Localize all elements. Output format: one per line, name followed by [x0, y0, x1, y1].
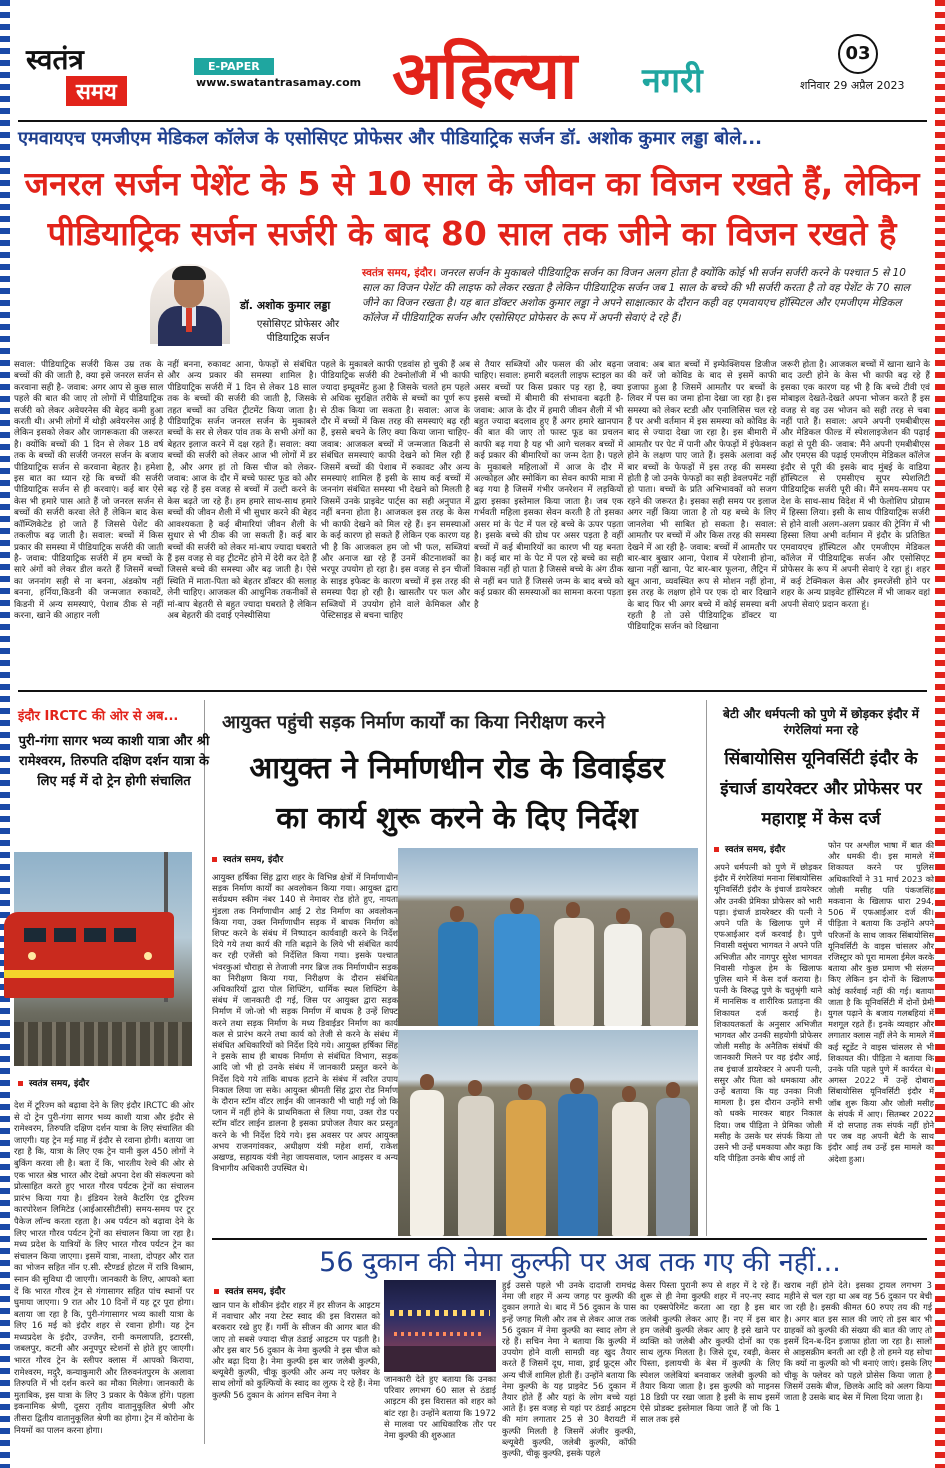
irctc-dateline: स्वतंत्र समय, इंदौर	[18, 1076, 89, 1089]
inspection-photo-1	[398, 848, 698, 1026]
kulfi-rule	[212, 1238, 927, 1240]
lead-column: जरूरी होता है। आजकल बच्चों में खाना खाने के बाद उल्टी होने के केस भी काफी बढ़ रहे हैं इसका एक कारण यह भी है कि बच्चे टीवी एवं मोबाइल देखते-देखते अपना भोजन करते हैं इस वजह से वह उस भोजन को सही तरह से चबा नहीं पाते हैं। सवाल: अपने अपनी एमबीबीएस और मेडिकल फील्ड में स्पेशलाइजेशन की पढ़ाई कहां से पूरी की- जवाब: मैंने अपनी एमबीबीएस और एमएस की पढ़ाई एमजीएम मेडिकल कॉलेज इंदौर से पूरी की इसके बाद मुंबई के वाडिया हॉस्पिटल से एमसीएच सुपर स्पेशलिटी पीडियाट्रिक सर्जरी पूरी की। मैंने समय-समय पर देश के साथ-साथ विदेश में भी फेलोशिप प्रोग्राम में हिस्सा लिया। इसी के साथ पीडियाट्रिक सर्जरी से होने वाली अलग-अलग प्रकार की ट्रेनिंग में भी हिस्सा लिया अभी वर्तमान में इंदौर के प्रतिष्ठित एमवायएच हॉस्पिटल और एमजीएम मेडिकल कॉलेज में पीडियाट्रिक सर्जन और एसोसिएट प्रोफेसर के रूप में अपनी सेवाएं दे रहा हूं। शहर में कई टेक्निकल केस और इमरजेंसी होने पर शहर के अन्य प्राइवेट हॉस्पिटल में भी जाकर वहां अपनी सेवाएं प्रदान करता हूं।	[780, 360, 930, 610]
lead-column: पहले के मुकाबले काफी एडवांस हो चुकी हैं अब पीडियाट्रिक सर्जरी की टेक्नोलॉजी में भी काफी ज्यादा इम्प्रूवमेंट हुआ है जिसके चलते हम पहले से अधिक सुरक्षित तरीके से बच्चों का पूर्ण रूप से ठीक किया जा सकता है। सवाल: आज के दौर में बच्चों में किस तरह की समस्याएं बढ़ रही हैं, इससे बचने के लिए क्या किया जाना चाहिए- जवाब: आजकल बच्चों में जन्मजात किडनी से संबंधित समस्याएं काफी देखने को मिल रही हैं जिसमें बच्चों की पेशाब में रुकावट और अन्य समस्याएं शामिल हैं इसी के साथ कई बच्चों में जननांग संबंधित समस्या भी देखने को मिलती है जिसमें उनके प्राइवेट पार्ट्स का सही अनुपात में नहीं बनना होता है। आजकल इस तरह के केस भी काफी देखने को मिल रहे हैं। इन समस्याओं के कई कारण हो सकते हैं लेकिन एक कारण यह भी है कि आजकल हम जो भी फल, सब्जियां और अनाज खा रहे हैं उनमें कीटनाशकों का भरपूर उपयोग हो रहा है। इस वजह से इन चीजों के साइड इफेक्ट के कारण बच्चों में इस तरह की समस्या पैदा हो रही है। खासतौर पर फल और सब्जियों में उपयोग होने वाले केमिकल और पेस्टिसाइड से बचना चाहिए	[320, 360, 470, 621]
edition-subtitle: नगरी	[642, 61, 703, 101]
lead-body-columns	[14, 360, 930, 682]
logo-top-text: स्वतंत्र	[26, 43, 84, 76]
issue-date: शनिवार 29 अप्रैल 2023	[800, 79, 905, 92]
lead-intro-dateline: स्वतंत्र समय, इंदौर।	[362, 267, 437, 279]
lead-headline-line-2[interactable]: पीडियाट्रिक सर्जन सर्जरी के बाद 80 साल तक जीने का विजन रखते है	[47, 214, 897, 253]
kulfi-body-column-4: केसर पिस्ता पुरानी रूप से शहर में दे रहे हैं। शुरू से ही नेमा कुल्फी शहर में नए-नए स्वाद का एक्सपेरिमेंट करता आ रहा है इस बार जलेबी कुल्फी लेकर आए हैं। नए में इस बार हम जलेबी कुल्फी लेकर आए है इसे खाने पर व्यक्ति को जलेबी और कुल्फी दोनों का एक साथ लुत्फ मिलता है। जिसे दूध, रबड़ी, केसर पिस्ता, इलायची के बेस में कुल्फी के लिए स्पेशल जलेबियां बनवाकर जलेबी कुल्फी को तैयार किया जाता है। इस कुल्फी को माइनस 18 डिग्री पर रखा जाता है इसी के साथ इसमें ऐसे प्रोडक्ट इस्तेमाल किया जाते हैं जो कि 1 साल तक इसे	[640, 1280, 780, 1425]
lead-column: जवाब: अब बात बच्चों में इम्फेक्शियस डिजीज की करें जो कोविड के बाद से इसमें काफी इजाफा हुआ है जिसमें आमतौर पर बच्चों के लिवर में पस का जमा होना देखा जा रहा है। इस समस्या को लेकर स्टडी और एनालिसिस चल रहे हैं पर अभी वर्तमान में इस समस्या को कोविड के बाद से ज्यादा देखा जा रहा है। इस बीमारी में आमतौर पर पेट में पानी और फेफड़ों में इंफेक्शन होने के लक्षण पाए जाते हैं। इसके अलावा कई बार बच्चों के फेफड़ों में इस तरह की समस्या होती है जो उनके फेफड़ों का सही डेवलपमेंट नहीं हो पाता। बच्चों के प्रति अभिभावकों को सजग रहने की जरूरत है। इसका सही समय पर इलाज अगर नहीं किया जाता है तो यह बच्चे के लिए जानलेवा भी साबित हो सकता है। सवाल: आमतौर पर बच्चों में और किस तरह की समस्या देखने में आ रही है- जवाब: बच्चों में आमतौर पर बार-बार बुखार आना, पेशाब में परेशानी होना, खाना नहीं खाना, पेट बार-बार फूलना, लैट्रिन में खून आना, व्यवस्थित रूप से मोशन नहीं होना, इस तरह के लक्षण होने पर एक दो बार दिखाने के बाद फिर भी अगर बच्चे में कोई समस्या बनी रहती है तो उसे पीडियाट्रिक डॉक्टर या पीडियाट्रिक सर्जन को दिखाना	[627, 360, 777, 633]
inspection-photo-2	[398, 1030, 698, 1236]
inspection-headline-line-2: का कार्य शुरू करने के दिए निर्देश	[276, 801, 638, 836]
inspection-headline-line-1: आयुक्त ने निर्माणधीन रोड के डिवाईडर	[249, 751, 665, 786]
case-body-column-2: फोन पर अश्लील भाषा में बात की और धमकी दी। इस मामले में शिकायत करने पर पुलिस अधिकारियों ने 31 मार्च 2023 को जोली मसीह पति पंकजसिंह मकवाना के खिलाफ धारा 294, 506 में एफआईआर दर्ज की। पीड़िता ने बताया कि उन्होंने अपने परिजनों के साथ जाकर सिंबायोसिस यूनिवर्सिटी के वाइस चांसलर और रजिस्ट्रार को पूरा मामला ईमेल करके बताया और कुछ प्रमाण भी संलग्न किए लेकिन इन दोनों के खिलाफ कोई कार्रवाई नहीं की गई। बताया जाता है कि यूनिवर्सिटी में दोनों प्रेमी युगल पढ़ाने के बजाय गलबहियां में मशगूल रहते हैं। इनके व्यवहार और लगातार क्लास नहीं लेने के मामले में कई स्टूडेंट ने वाइस चांसलर से भी शिकायत की। पीड़िता ने बताया कि उनके पति पहले पुणे में कार्यरत थे। अगस्त 2022 में उन्हें दोबारा सिंबायोसिस यूनिवर्सिटी इंदौर में जॉब शुरू किया और जोली मसीह के संपर्क में आए। सितम्बर 2022 में दो सप्ताह तक संपर्क नहीं होने पर जब वह अपनी बेटी के साथ इंदौर आई तब उन्हें इस मामले का अंदेशा हुआ।	[828, 840, 934, 1164]
case-kicker: बेटी और धर्मपत्नी को पुणे में छोड़कर इंदौर में रंगरेलियां मना रहे	[723, 707, 919, 737]
lead-kicker: एमवायएच एमजीएम मेडिकल कॉलेज के एसोसिएट प्रोफेसर और पीडियाट्रिक सर्जन डॉ. अशोक कुमार लड्डा बोले...	[18, 128, 762, 149]
lead-intro-text: जनरल सर्जन के मुकाबले पीडियाट्रिक सर्जन का विजन अलग होता है क्योंकि कोई भी सर्जन सर्जरी करने के पश्चात 5 से 10 साल का विजन पेशेंट की लाइफ को लेकर रखता है लेकिन पीडियाट्रिक सर्जन जब 1 साल के बच्चे की भी सर्जरी करता है तो वह पेशेंट के 70 साल जीने का विजन रखता है। यह बात डॉक्टर अशोक कुमार लड्डा ने अपने साक्षात्कार के दौरान कही वह एमवायएच हॉस्पिटल और एमजीएम मेडिकल कॉलेज में पीडियाट्रिक सर्जन और एसोसिएट प्रोफेसर के रूप में अपनी सेवाएं दे रहे हैं।	[362, 267, 910, 324]
irctc-kicker: इंदौर IRCTC की ओर से अब...	[18, 709, 179, 724]
doctor-portrait-photo	[150, 264, 230, 344]
doctor-name: डॉ. अशोक कुमार लड्डा	[240, 299, 331, 312]
masthead-rule	[18, 120, 927, 122]
train-photo	[14, 852, 192, 1066]
edition-title: अहिल्या	[392, 36, 577, 114]
page-number: 03	[838, 34, 878, 74]
doctor-designation: एसोसिएट प्रोफेसर और पीडियाट्रिक सर्जन	[256, 319, 340, 344]
inspection-dateline: स्वतंत्र समय, इंदौर	[212, 852, 283, 865]
swatantra-samay-logo	[26, 40, 166, 104]
kulfi-headline[interactable]: 56 दुकान की नेमा कुल्फी पर अब तक गए की नहीं...	[319, 1247, 841, 1278]
case-headline[interactable]: सिंबायोसिस यूनिवर्सिटी इंदौर के इंचार्ज डायरेक्टर और प्रोफेसर पर महाराष्ट्र में केस दर्ज	[720, 749, 922, 829]
kulfi-body-column-3: हुई उससे पहले भी उनके दादाजी रामचंद्र नेमा जी शहर में अन्य जगह पर कुल्फी की दुकान लगाते थे। बाद में 56 दुकान के पास इन्हें जगह मिली और तब से लेकर आज तक 56 दुकान में नेमा कुल्फी का स्वाद लोग ले रहे हैं। सचिन नेमा ने बताया कि कुल्फी में उपयोग होने वाली सामग्री वह खुद तैयार करते हैं जिसमें दूध, मावा, ड्राई फ्रूट्स और अन्य चीजें शामिल होती हैं। उन्होंने बताया कि नेमा कुल्फी के यह प्राइवेट 56 दुकान में तैयार होते हैं और यहां के लोग बच्चे यहां आते हैं। इस वजह से यहां पर ठंडाई आइटम की मांग लगातार 25 से 30 वैरायटी में कुल्फी मिलती है जिसमें अंजीर कुल्फी, ब्ल्यूबेरी कुल्फी, जलेबी कुल्फी, कॉफी कुल्फी, चीकू कुल्फी, इसके पहले	[502, 1280, 636, 1459]
kulfi-body-column-5: खराब नहीं होने देते। इसका ट्रायल लगभग 3 महीने से चल रहा था अब वह 56 दुकान पर बेची जा रही है। इसकी कीमत 60 रुपए तय की गई है। अगर बात इस साल की जाएं तो इस बार भी ग्राहकों को कुल्फी की संख्या की बात की जाए तो इसमें दिन-ब-दिन इजाफा होता जा रहा है। सालों से आइसक्रीम बनती आ रही है तो हमने यह सोचा कि क्यों ना कुल्फी को भी बनाएं जाएं। इसके लिए चीकू के फ्लेवर को पहले प्रोसेस किया जाता है जिसमें उसके बीज, छिलके आदि को अलग किया जाता है उसके बाद बेस में मिला दिया जाता है।	[784, 1280, 932, 1403]
inspection-body: आयुक्त हर्षिका सिंह द्वारा शहर के विभिन्न क्षेत्रों में निर्माणाधीन सड़क निर्माण कार्यों का अवलोकन किया गया। आयुक्त द्वारा सर्वप्रथम स्कीम नंबर 140 से नेमावर रोड होते हुए, नायता मुंडला तक निर्माणाधीन आई 2 रोड निर्माण का अवलोकन किया गया, उक्त निर्माणाधीन सड़क में बाधक निर्माण को शिफ्ट करने के संबंध में निष्पादन कार्यवाही करने के निर्देश दिये गये तथा कार्य की गति बढ़ाने के लिये भी संबंधित कार्य कर रही एजेंसी को निर्देशित किया गया। इसके पश्चात भंवरकुआं चौराहा से तेजाजी नगर ब्रिज तक निर्माणधीन सड़क का निरीक्षण किया गया, निरीक्षण के दौरान संबंधित अधिकारियों द्वारा पोल शिफ्टिंग, धार्मिक स्थल शिफ्टिंग के संबंध में जानकारी दी गई, जिस पर आयुक्त द्वारा सड़क निर्माण में जो-जो भी सड़क निर्माण में बाधक है उन्हें शिफ्ट करने तथा सड़क निर्माण के मध्य डिवाईडर निर्माण का कार्य कल से प्रारंभ करने तथा कार्य को तेजी से करने के संबंध में संबंधित अधिकारियों को निर्देश दिये गये। आयुक्त हर्षिका सिंह ने इसके साथ ही बाधक निर्माण से संबंधित विभाग, सड़क आदि जो भी हो उनके संबंध में जानकारी प्रस्तुत करने के निर्देश दिये गये तांकि बाधक हटाने के संबंध में त्वरित उपाय निकाल लिया जा सके। आयुक्त श्रीमती सिंह द्वारा रोड निर्माण के दौरान स्टॉम वॉटर लाईन की जानकारी भी चाही गई जो कि प्लान में नहीं होने के प्राथमिकता से लिया गया, उक्त रोड पर स्टॉम वॉटर लाईन डालना है इसका प्रपोजल तैयार कर प्रस्तुत करने के भी निर्देश दिये गये। इस अवसर पर अपर आयुक्त अभय राजनगांवकर, अधीक्षण यंत्री महेश शर्मा, राकेश अखण्ड, सहायक यंत्री नेहा जायसवाल, प्लान आइसर व अन्य विभागीय अधिकारी उपस्थित थे।	[212, 872, 398, 1174]
left-register-strip	[0, 0, 10, 1468]
website-link[interactable]: www.swatantrasamay.com	[196, 76, 362, 89]
column-divider	[204, 700, 205, 1444]
lead-intro	[362, 266, 922, 326]
case-body-column-1: अपने धर्मपत्नी को पुणे में छोड़कर इंदौर में रंगरेलियां मनाना सिंबायोसिस यूनिवर्सिटी इंदौर के इंचार्ज डायरेक्टर और उनकी प्रेमिका प्रोफेसर को भारी पड़ा। इंचार्ज डायरेक्टर की पत्नी ने अपने पति के खिलाफ पुणे में एफआईआर दर्ज करवाई है। पुणे निवासी वसुंधरा भागवत ने अपने पति अभिजीत और नागपुर सुरेश भागवत निवासी गोकुल हेम के खिलाफ पुलिस थाने में केस दर्ज कराया है। पत्नी के विरुद्ध पुणे के चतुश्रृंगी थाने में मानसिक व शारीरिक प्रताड़ना की शिकायत दर्ज कराई है। शिकायतकर्ता के अनुसार अभिजीत भागवत और उनकी सहयोगी प्रोफेसर जोली मसीह के अनैतिक संबंधों की जानकारी मिलने पर वह इंदौर आई, तब इंचार्ज डायरेक्टर ने अपनी पत्नी, ससुर और पिता को धमकाया और उन्हें बताया कि यह उनका निजी मामला है। इस दौरान उन्होंने सभी को धक्के मारकर बाहर निकाल दिया। जब पीड़िता ने प्रेमिका जोली मसीह के उसके घर संपर्क किया तो उसने भी उन्हें धमकाया और कहा कि यदि पीड़िता उनके बीच आई तो	[714, 862, 822, 1164]
lead-headline-line-1[interactable]: जनरल सर्जन पेशेंट के 5 से 10 साल के जीवन का विजन रखते हैं, लेकिन	[24, 164, 920, 203]
right-register-strip	[935, 0, 945, 1468]
inspection-headline[interactable]	[210, 744, 704, 844]
kulfi-night-market-photo	[384, 1280, 496, 1372]
lead-column: नहीं बनना, रुकावट आना, फेफड़ों से संबंधित और अन्य प्रकार की समस्या शामिल है। पीडियाट्रिक सर्जरी में 1 दिन से लेकर 18 साल तक के बच्चों की सर्जरी की जाती है, जिसके तहत बच्चों का उचित ट्रीटमेंट किया जाता है। पीडियाट्रिक सर्जन जनरल सर्जन के मुकाबले बच्चों के सर से लेकर पांव तक के सभी अंगों का बेहतर इलाज करने में दक्ष रहते हैं। सवाल: क्या बच्चों की सर्जरी को लेकर आज भी लोगों में डर है, और अगर हां तो किस चीज को लेकर- जवाब: आज के दौर में बच्चे फास्ट फूड को और बढ़ रहे हैं इस वजह से बच्चों में उल्टी करने के केस बढ़ते जा रहे हैं। हम हमारे साथ-साथ हमारे बच्चों की जीवन शैली में भी सुधार करने की बेहद आवश्यकता है कई बीमारियां जीवन शैली के सुधार से भी ठीक की जा सकती हैं। कई बार बच्चों की सर्जरी को लेकर मां-बाप ज्यादा घबराते हैं इस वजह से वह ट्रीटमेंट होने में देरी कर देते हैं जिससे बच्चे की समस्या और बढ़ जाती है। ऐसे स्थिति में माता-पिता को बेहतर डॉक्टर की सलाह लेनी चाहिए। आजकल की आधुनिक तकनीकों से मां-बाप बेहतरी से बहुत ज्यादा घबराते है लेकिन अब बेहतरी की दवाई एनेस्थीसिया	[167, 360, 317, 621]
irctc-headline[interactable]: पुरी-गंगा सागर भव्य काशी यात्रा और श्री रामेश्वरम, तिरुपति दक्षिण दर्शन यात्रा के लिए मई में दो ट्रेन होगी संचालित	[18, 734, 210, 789]
kulfi-body-column-2: जानकारी देते हुए बताया कि उनका परिवार लगभग 60 साल से ठंडाई आइटम की इस विरासत को शहर को बांट रहा है। उन्होंने बताया कि 1972 से मालवा पर आधिकारिक तौर पर नेमा कुल्फी की शुरुआत	[384, 1374, 496, 1441]
lead-column: से तैयार सब्जियों और फसल की ओर बढ़ना चाहिए। सवाल: हमारी बदलती लाइफ स्टाइल का असर बच्चों पर किस प्रकार पड़ रहा है, क्या इससे बच्चों में बीमारी की संभावना बढ़ती है- जवाब: आज के दौर में हमारी जीवन शैली में भी बहुत ज्यादा बदलाव हुए हैं अगर हमारे खानपान की बात की जाए तो फास्ट फूड का प्रचलन काफी बढ़ गया है यह भी आगे चलकर बच्चों में कई प्रकार की बीमारियों का जन्म देता है। पहले के मुकाबले महिलाओं में आज के दौर में अल्कोहल और स्मोकिंग का सेवन काफी मात्रा में बढ़ गया है जिसमें गंभीर जनरेशन में लड़कियों द्वारा इसका इस्तेमाल किया जाता है। जब एक गर्भवती महिला इसका सेवन करती है तो इसका असर मां के पेट में पल रहे बच्चे के ऊपर पड़ता है। इसके बच्चे की ग्रोथ पर असर पड़ता है वहीं बच्चों में कई बीमारियों का कारण भी यह बनता है। कई बार मां के पेट में पल रहे बच्चे का सही विकास नहीं हो पाता है जिससे बच्चे के अंग ठीक से नहीं बन पाते हैं जिससे जन्म के बाद बच्चे को कई प्रकार की समस्याओं का सामना करना पड़ता है	[473, 360, 624, 610]
case-dateline: स्वतंत्र समय, इंदौर	[714, 842, 785, 855]
irctc-body: देश में टूरिज्म को बढ़ावा देने के लिए इंदौर IRCTC की ओर से दो ट्रेन पुरी-गंगा सागर भव्य काशी यात्रा और इंदौर से रामेश्वरम, तिरुपति दक्षिण दर्शन यात्रा के लिए संचालित की जाएगी। यह ट्रेन मई माह में इंदौर से रवाना होगी। बताया जा रहा है कि, यात्रा के लिए एक ट्रेन यानी कुल 450 लोगों ने बुकिंग करवा ली है। बता दें कि, भारतीय रेल्वे की ओर से एक भारत श्रेष्ठ भारत और देखो अपना देश की संकल्पना को प्रोत्साहित करते हुए भारत गौरव पर्यटक ट्रेनों का संचालन प्रारंभ किया गया है। इंडियन रेलवे कैटरिंग एंड टूरिज्म कारपोरेशन लिमिटेड (आईआरसीटीसी) समय-समय पर टूर पैकेज लॉन्च करता रहता है। अब पर्यटन को बढ़ावा देने के लिए भारत गौरव पर्यटन ट्रेनों का संचालन किया जा रहा है। मध्य प्रदेश के यात्रियों के लिए भारत गौरव पर्यटन ट्रेन का संचालन किया जाएगा। इसमें यात्रा, नाश्ता, दोपहर और रात का भोजन सहित नॉन ए.सी. स्टैण्डर्ड होटल में रात्रि विश्राम, स्नान की सुविधा दी जाएगी। जानकारी के लिए, आपको बता दें कि भारत गौरव ट्रेन से गंगासागर सहित पांच स्थानों पर घुमाया जाएगा। 9 रात और 10 दिनों में यह टूर पूरा होगा। बताया जा रहा है कि, पुरी-गंगासागर भव्य काशी यात्रा के लिए 16 मई को इंदौर शहर से रवाना होगी। यह ट्रेन मध्यप्रदेश के इंदौर, उज्जैन, रानी कमलापति, इटारसी, जबलपुर, कटनी और अनूपपुर स्टेशनों से होते हुए जाएगी। भारत गौरव ट्रेन के स्लीपर क्लास में आपको किराया, रामेश्वरम, मदुरै, कन्याकुमारी और तिरुवनंतपुरम के अलावा तिरुपति में भी दर्शन करने का मौका मिलेगा। जानकारी के मुताबिक, इस यात्रा के लिए 3 प्रकार के पैकेज होंगे। पहला इकनामिक श्रेणी, दूसरा तृतीय वातानुकूलित श्रेणी और तीसरा द्वितीय वातानुकूलित श्रेणी का होगा। ट्रेन में कोरोना के नियमों का पालन करना होगा।	[14, 1100, 194, 1435]
logo-bottom-text: समय	[66, 76, 127, 106]
masthead	[14, 34, 934, 114]
section-rule	[18, 690, 927, 692]
column-divider	[706, 700, 707, 1236]
kulfi-body-column-1: खान पान के शौकीन इंदौर शहर में हर सीजन के आइटम में नवाचार और नया टेस्ट स्वाद की इस विरासत को बरकरार रखे हुए हैं। गर्मी के सीजन की आगर बात की जाए तो सबसे ज्यादा चीज़ ठंडाई आइटम पर पड़ती है। और इस बार 56 दुकान के नेमा कुल्फी ने इस चीज को और बढ़ा दिया है। नेमा कुल्फी इस बार जलेबी कुल्फी, ब्ल्यूबेरी कुल्फी, चीकू कुल्फी और अन्य नए फ्लेवर के साथ लोगों को कुल्फियों के स्वाद का लुत्फ दे रहे हैं। नेमा कुल्फी 56 दुकान के आंगन सचिन नेमा ने	[212, 1300, 380, 1400]
kulfi-dateline: स्वतंत्र समय, इंदौर	[214, 1284, 285, 1297]
epaper-badge: E-PAPER	[194, 58, 274, 75]
inspection-kicker: आयुक्त पहुंची सड़क निर्माण कार्यों का किया निरीक्षण करने	[222, 712, 605, 733]
lead-column: सवाल: पीडियाट्रिक सर्जरी किस उम्र तक के बच्चों की की जाती है, क्या इसे जनरल सर्जन से करवाना सही है- जवाब: अगर आप से कुछ साल पहले की बात की जाए तो लोगों में पीडियाट्रिक सर्जरी को लेकर अवेयरनेस की बेहद कमी हुआ करती थी। अभी लोगों में थोड़ी अवेयरनेस आई है लेकिन इसको लेकर और जागरूकता की जरूरत है। क्योंकि बच्चों की 1 दिन से लेकर 18 वर्ष तक के बच्चों की सर्जरी जनरल सर्जन के बजाय पीडियाट्रिक सर्जन से करवाना बेहतर है। हमेशा इस बात का ध्यान रहे कि बच्चों की सर्जरी पीडियाट्रिक सर्जन से ही करवाएं। कई बार ऐसे केस भी हमारे पास आते हैं जो जनरल सर्जन से बच्चों की सर्जरी करवा लेते हैं लेकिन बाद केस कॉम्प्लिकेटेड हो जाते हैं जिससे पेशेंट की तकलीफ बढ़ जाती है। सवाल: बच्चों में किस प्रकार की समस्या में पीडियाट्रिक सर्जरी की जाती है- जवाब: पीडियाट्रिक सर्जरी में हम बच्चों के सारे अंगों को लेकर डील करते हैं जिसमें बच्चों का जननांग सही से ना बनना, अंडकोष नहीं बनना, हर्निया,किडनी की जन्मजात रुकावटें, किडनी में अन्य समस्याएं, पेशाब ठीक से नहीं करना, खाने की आहार नली	[14, 360, 164, 621]
